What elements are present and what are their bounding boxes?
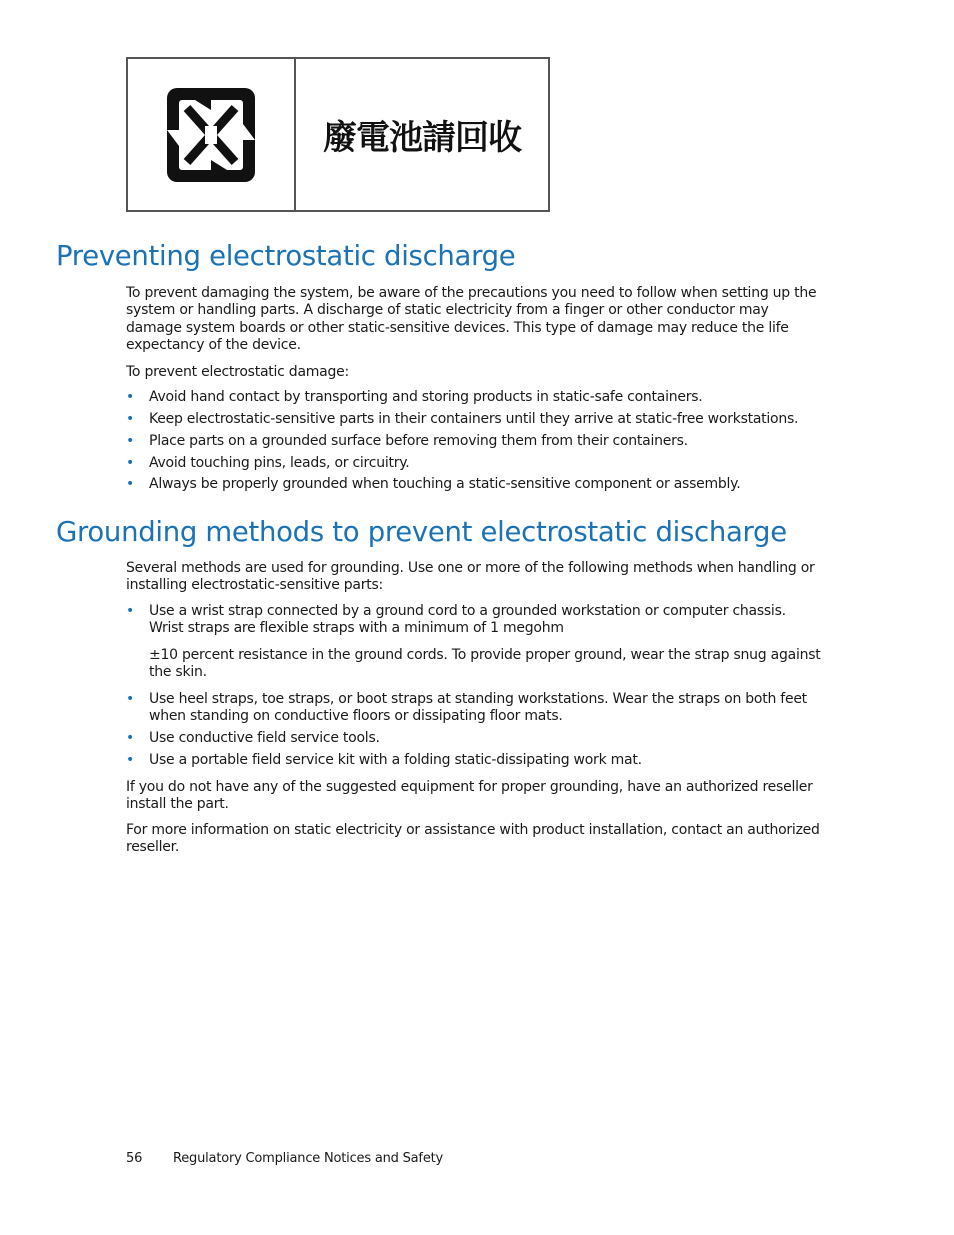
- bullet-icon: •: [126, 433, 135, 449]
- list-item: [126, 730, 826, 747]
- bullet-icon: •: [126, 752, 135, 768]
- list-item: [126, 455, 826, 472]
- list-item-text: Keep electrostatic-sensitive parts in their containers until they arrive at static-free workstations.: [149, 411, 799, 427]
- section2-intro: Several methods are used for grounding. Use one or more of the following methods when handling or installing electrostatic-sensitive parts:: [126, 560, 815, 594]
- list-item-text: Avoid hand contact by transporting and storing products in static-safe containers.: [149, 389, 703, 405]
- page-number: 56: [126, 1151, 143, 1166]
- list-item: [126, 691, 826, 726]
- bullet-icon: •: [126, 411, 135, 427]
- list-item-text: Use a wrist strap connected by a ground cord to a grounded workstation or computer chassis. Wrist straps are flexible straps with a minimum of 1 megohm: [149, 603, 786, 637]
- list-item: [126, 389, 826, 406]
- list-item-text: Use a portable field service kit with a folding static-dissipating work mat.: [149, 752, 642, 768]
- list-item-text: Use conductive field service tools.: [149, 730, 380, 746]
- list-item-text: Place parts on a grounded surface before removing them from their containers.: [149, 433, 688, 449]
- list-item-text: Avoid touching pins, leads, or circuitry.: [149, 455, 410, 471]
- list-item-text: Always be properly grounded when touching a static-sensitive component or assembly.: [149, 476, 741, 492]
- section1-lead: To prevent electrostatic damage:: [126, 364, 349, 380]
- section1-intro: To prevent damaging the system, be aware of the precautions you need to follow when setting up the system or handling parts. A discharge of static electricity from a finger or other conductor may damage system boards or other static-sensitive devices. This type of damage may reduce the life expectancy of the device.: [126, 285, 817, 353]
- battery-recycling-icon: [165, 86, 257, 184]
- footer-section-title: Regulatory Compliance Notices and Safety: [173, 1151, 444, 1166]
- notice-symbol-cell: [128, 59, 296, 210]
- section2-closing-1: If you do not have any of the suggested equipment for proper grounding, have an authorized reseller install the part.: [126, 779, 813, 813]
- bullet-icon: •: [126, 603, 135, 619]
- bullet-icon: •: [126, 389, 135, 405]
- list-item: [126, 752, 826, 769]
- list-item: [126, 433, 826, 450]
- bullet-icon: •: [126, 476, 135, 492]
- section-title-grounding-methods: Grounding methods to prevent electrostatic discharge: [56, 516, 787, 548]
- section2-closing-2: For more information on static electricity or assistance with product installation, contact an authorized reseller.: [126, 822, 820, 856]
- bullet-icon: •: [126, 455, 135, 471]
- battery-recycling-text: 廢電池請回收: [323, 118, 521, 158]
- list-item: [126, 411, 826, 428]
- page-footer: [126, 1151, 443, 1166]
- bullet-icon: •: [126, 691, 135, 707]
- battery-recycling-notice: [126, 57, 550, 212]
- list-item: [126, 476, 826, 493]
- section-title-preventing-esd: Preventing electrostatic discharge: [56, 240, 516, 272]
- list-item: [126, 603, 826, 638]
- list-item-text: Use heel straps, toe straps, or boot straps at standing workstations. Wear the straps on both feet when standing on conductive floors or dissipating floor mats.: [149, 691, 807, 725]
- bullet-icon: •: [126, 730, 135, 746]
- bullet-continuation: ±10 percent resistance in the ground cords. To provide proper ground, wear the strap snug against the skin.: [149, 647, 821, 681]
